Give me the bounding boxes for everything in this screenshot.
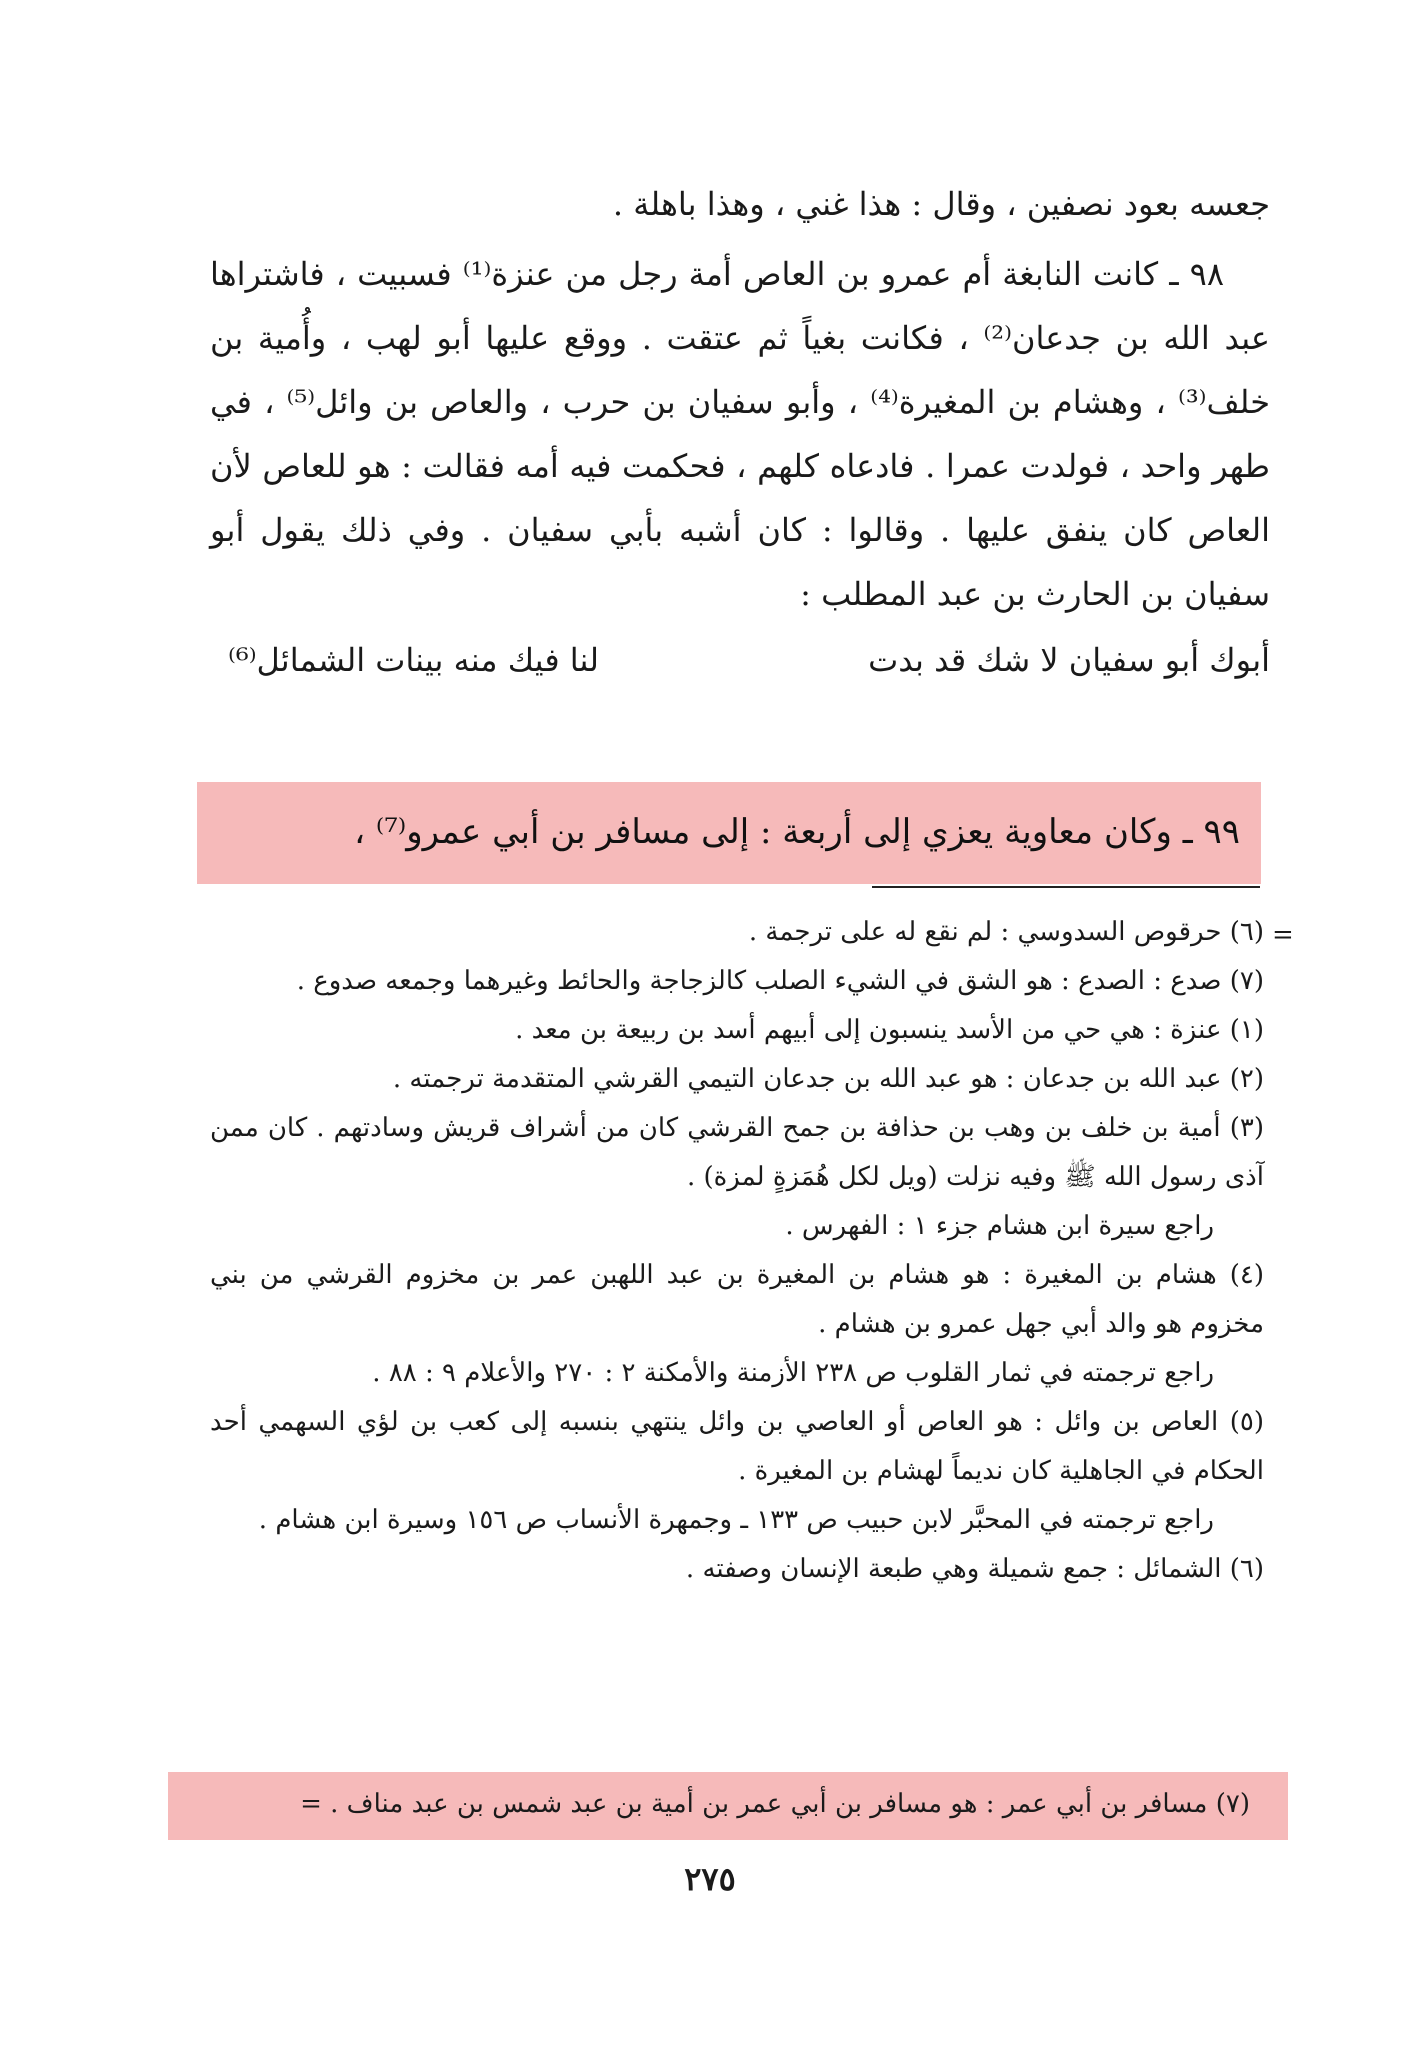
- footnote-4: (٤) هشام بن المغيرة : هو هشام بن المغيرة بن عبد اللهبن عمر بن مخزوم القرشي من بني مخزوم هو والد أبي جهل عمرو بن هشام .: [210, 1260, 1264, 1339]
- footnote-4-reference: راجع ترجمته في ثمار القلوب ص ٢٣٨ الأزمنة والأمكنة ٢ : ٢٧٠ والأعلام ٩ : ٨٨ .: [372, 1358, 1214, 1388]
- footnote-7-prev: (٧) صدع : الصدع : هو الشق في الشيء الصلب كالزجاجة والحائط وغيرهما وجمعه صدوع .: [296, 966, 1264, 996]
- verse-second-hemistich: لنا فيك منه بينات الشمائل⁽⁶⁾: [228, 641, 599, 679]
- main-text: [210, 172, 1270, 692]
- footnote-1: (١) عنزة : هي حي من الأسد ينسبون إلى أبيهم أسد بن ربيعة بن معد .: [515, 1015, 1264, 1045]
- poem-verse: [210, 628, 1270, 692]
- verse-first-hemistich: أبوك أبو سفيان لا شك قد بدت: [868, 641, 1270, 679]
- paragraph-98: ٩٨ ـ كانت النابغة أم عمرو بن العاص أمة رجل من عنزة⁽¹⁾ فسبيت ، فاشتراها عبد الله بن جدعان⁽²⁾ ، فكانت بغياً ثم عتقت . ووقع عليها أبو لهب ، وأُمية بن خلف⁽³⁾ ، وهشام بن المغيرة⁽⁴⁾ ، وأبو سفيان بن حرب ، والعاص بن وائل⁽⁵⁾ ، في طهر واحد ، فولدت عمرا . فادعاه كلهم ، فحكمت فيه أمه فقالت : هو للعاص لأن العاص كان ينفق عليها . وقالوا : كان أشبه بأبي سفيان . وفي ذلك يقول أبو سفيان بن الحارث بن عبد المطلب :: [210, 255, 1271, 613]
- footnote-3-reference: راجع سيرة ابن هشام جزء ١ : الفهرس .: [785, 1211, 1214, 1241]
- footnotes: [210, 908, 1264, 1594]
- page-number: ٢٧٥: [684, 1860, 736, 1898]
- footnote-7: (٧) مسافر بن أبي عمر : هو مسافر بن أبي عمر بن أمية بن عبد شمس بن عبد مناف . =: [300, 1789, 1250, 1819]
- footnote-5-reference: راجع ترجمته في المحبَّر لابن حبيب ص ١٣٣ ـ وجمهرة الأنساب ص ١٥٦ وسيرة ابن هشام .: [258, 1505, 1214, 1535]
- footnote-5: (٥) العاص بن وائل : هو العاص أو العاصي بن وائل ينتهي بنسبه إلى كعب بن لؤي السهمي أحد الحكام في الجاهلية كان نديماً لهشام بن المغيرة .: [210, 1407, 1264, 1486]
- footnote-2: (٢) عبد الله بن جدعان : هو عبد الله بن جدعان التيمي القرشي المتقدمة ترجمته .: [392, 1064, 1264, 1094]
- paragraph-99: ٩٩ ـ وكان معاوية يعزي إلى أربعة : إلى مسافر بن أبي عمرو⁽⁷⁾ ،: [354, 812, 1240, 852]
- footnote-3: (٣) أمية بن خلف بن وهب بن حذافة بن جمح القرشي كان من أشراف قريش وسادتهم . كان ممن آذى رسول الله ﷺ وفيه نزلت (ويل لكل هُمَزةٍ لمزة) .: [210, 1113, 1264, 1192]
- intro-line: جعسه بعود نصفين ، وقال : هذا غني ، وهذا باهلة .: [612, 185, 1270, 223]
- footnote-divider: [872, 886, 1260, 888]
- continuation-mark: =: [1272, 920, 1294, 950]
- footnote-6-prev: (٦) حرقوص السدوسي : لم نقع له على ترجمة .: [748, 917, 1264, 947]
- footnote-6: (٦) الشمائل : جمع شميلة وهي طبعة الإنسان وصفته .: [685, 1554, 1264, 1584]
